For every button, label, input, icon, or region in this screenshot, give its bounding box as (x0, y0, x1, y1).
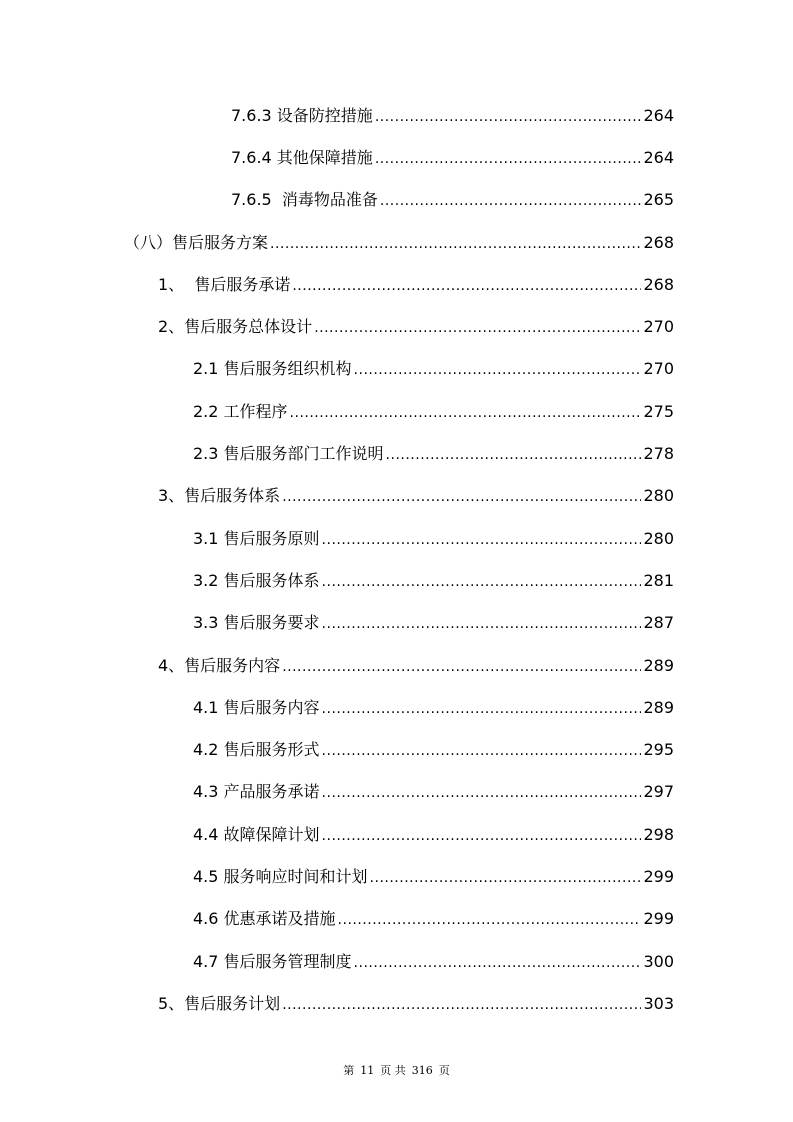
toc-entry[interactable] (0, 137, 793, 179)
toc-entry-row (158, 656, 674, 677)
toc-entry-page-number: 298 (643, 824, 674, 844)
toc-entry-title: 4.2 售后服务形式 (193, 740, 320, 760)
toc-entry-page-number: 299 (643, 866, 674, 886)
toc-entry-page-number: 289 (643, 655, 674, 675)
toc-entry-row (193, 952, 674, 973)
toc-entry-page-number: 275 (643, 401, 674, 421)
toc-entry-page-number: 297 (643, 782, 674, 802)
table-of-contents (0, 95, 793, 1026)
toc-entry-page-number: 295 (643, 740, 674, 760)
toc-entry-page-number: 268 (643, 232, 674, 252)
toc-entry-title: 3.1 售后服务原则 (193, 528, 320, 548)
toc-entry-page-number: 287 (643, 613, 674, 633)
toc-entry-page-number: 281 (643, 570, 674, 590)
toc-entry-title: 2.1 售后服务组织机构 (193, 359, 352, 379)
footer-total-pages: 316 (411, 1064, 433, 1077)
toc-entry[interactable] (0, 95, 793, 137)
toc-dot-leader (292, 276, 641, 296)
toc-entry-page-number: 264 (643, 105, 674, 125)
toc-entry[interactable] (0, 772, 793, 814)
toc-entry-row (193, 698, 674, 719)
toc-dot-leader (270, 234, 641, 254)
toc-entry-row (231, 190, 674, 211)
toc-dot-leader (370, 868, 642, 888)
toc-dot-leader (380, 191, 642, 211)
toc-entry-page-number: 300 (643, 951, 674, 971)
toc-entry-page-number: 270 (643, 317, 674, 337)
toc-entry-row (193, 825, 674, 846)
toc-entry[interactable] (0, 941, 793, 983)
toc-entry-row (193, 613, 674, 634)
toc-dot-leader (282, 995, 641, 1015)
toc-entry[interactable] (0, 476, 793, 518)
toc-entry-title: 2.3 售后服务部门工作说明 (193, 444, 384, 464)
toc-dot-leader (375, 107, 642, 127)
toc-dot-leader (322, 783, 642, 803)
toc-dot-leader (322, 826, 642, 846)
toc-entry-title: 4.4 故障保障计划 (193, 824, 320, 844)
toc-entry-title: 4.5 服务响应时间和计划 (193, 866, 368, 886)
toc-entry[interactable] (0, 306, 793, 348)
toc-entry-title: 4.7 售后服务管理制度 (193, 951, 352, 971)
toc-entry-row (158, 317, 674, 338)
toc-dot-leader (386, 445, 642, 465)
toc-dot-leader (290, 403, 642, 423)
toc-entry-title: 4.1 售后服务内容 (193, 697, 320, 717)
toc-entry-page-number: 268 (643, 274, 674, 294)
toc-dot-leader (322, 741, 642, 761)
toc-dot-leader (322, 614, 642, 634)
toc-entry[interactable] (0, 687, 793, 729)
toc-entry-page-number: 264 (643, 147, 674, 167)
toc-dot-leader (322, 699, 642, 719)
footer-middle: 页 共 (380, 1064, 406, 1077)
toc-entry[interactable] (0, 899, 793, 941)
toc-dot-leader (282, 657, 641, 677)
toc-entry-page-number: 270 (643, 359, 674, 379)
toc-entry[interactable] (0, 983, 793, 1025)
toc-dot-leader (354, 360, 642, 380)
toc-entry-page-number: 280 (643, 528, 674, 548)
toc-dot-leader (354, 953, 642, 973)
toc-entry-page-number: 278 (643, 444, 674, 464)
toc-entry-row (231, 106, 674, 127)
toc-entry[interactable] (0, 560, 793, 602)
toc-entry-title: （八）售后服务方案 (124, 232, 269, 252)
toc-entry[interactable] (0, 264, 793, 306)
toc-entry-page-number: 265 (643, 190, 674, 210)
toc-entry[interactable] (0, 349, 793, 391)
toc-entry-title: 7.6.5 消毒物品准备 (231, 190, 378, 210)
toc-entry-row (193, 909, 674, 930)
footer-current-page: 11 (360, 1064, 375, 1077)
toc-entry[interactable] (0, 391, 793, 433)
toc-entry-row (193, 740, 674, 761)
toc-entry[interactable] (0, 729, 793, 771)
toc-entry-row (193, 402, 674, 423)
toc-entry[interactable] (0, 222, 793, 264)
toc-entry[interactable] (0, 856, 793, 898)
footer-suffix: 页 (438, 1064, 450, 1077)
toc-entry-title: 4、售后服务内容 (158, 655, 281, 675)
toc-entry-row (193, 571, 674, 592)
toc-entry-row (158, 994, 674, 1015)
toc-entry-page-number: 289 (643, 697, 674, 717)
toc-entry[interactable] (0, 180, 793, 222)
toc-entry-row (158, 275, 674, 296)
toc-entry-row (231, 148, 674, 169)
toc-dot-leader (322, 530, 642, 550)
toc-entry-row (158, 486, 674, 507)
footer-prefix: 第 (343, 1064, 355, 1077)
toc-entry-page-number: 280 (643, 486, 674, 506)
toc-dot-leader (314, 318, 641, 338)
toc-dot-leader (282, 487, 641, 507)
toc-entry-row (193, 867, 674, 888)
toc-entry-title: 4.6 优惠承诺及措施 (193, 909, 336, 929)
toc-entry[interactable] (0, 645, 793, 687)
toc-entry-row (193, 359, 674, 380)
toc-entry-row (124, 233, 674, 254)
toc-entry-row (193, 529, 674, 550)
toc-entry-title: 3.3 售后服务要求 (193, 613, 320, 633)
toc-entry-title: 4.3 产品服务承诺 (193, 782, 320, 802)
toc-entry-title: 2、售后服务总体设计 (158, 317, 313, 337)
toc-entry[interactable] (0, 433, 793, 475)
toc-entry-title: 1、 售后服务承诺 (158, 274, 291, 294)
toc-entry[interactable] (0, 814, 793, 856)
toc-entry-page-number: 299 (643, 909, 674, 929)
toc-dot-leader (322, 572, 642, 592)
toc-entry-title: 3、售后服务体系 (158, 486, 281, 506)
toc-entry[interactable] (0, 603, 793, 645)
toc-entry-row (193, 444, 674, 465)
toc-entry-page-number: 303 (643, 993, 674, 1013)
toc-entry-title: 2.2 工作程序 (193, 401, 288, 421)
toc-entry-title: 3.2 售后服务体系 (193, 570, 320, 590)
toc-entry-title: 5、售后服务计划 (158, 993, 281, 1013)
toc-entry[interactable] (0, 518, 793, 560)
page-footer (0, 1062, 793, 1078)
toc-dot-leader (338, 910, 642, 930)
toc-entry-row (193, 782, 674, 803)
toc-entry-title: 7.6.3 设备防控措施 (231, 105, 373, 125)
toc-entry-title: 7.6.4 其他保障措施 (231, 147, 373, 167)
toc-dot-leader (375, 149, 642, 169)
